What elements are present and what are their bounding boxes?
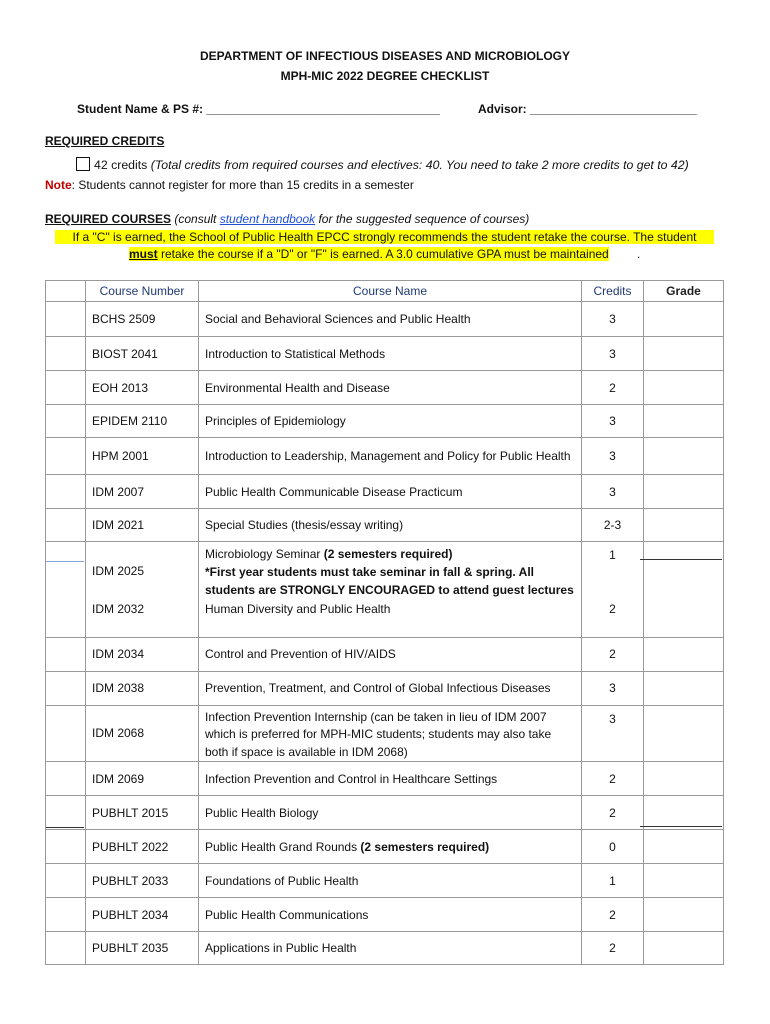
note-text: : Students cannot register for more than 15 credits in a semester — [71, 178, 414, 192]
course-number: IDM 2021 — [86, 509, 199, 542]
grand-rounds-grade-line — [640, 826, 722, 827]
course-number: IDM 2068 — [86, 705, 199, 762]
check-cell[interactable] — [46, 796, 86, 830]
course-name: Principles of Epidemiology — [199, 405, 582, 438]
check-cell[interactable] — [46, 762, 86, 796]
check-cell[interactable] — [46, 475, 86, 509]
check-cell[interactable] — [46, 932, 86, 965]
grand-rounds-requirement: (2 semesters required) — [360, 839, 490, 854]
grade-cell[interactable] — [644, 762, 724, 796]
course-number: HPM 2001 — [86, 438, 199, 475]
course-name: Infection Prevention and Control in Healthcare Settings — [199, 762, 582, 796]
course-number: IDM 2032 — [86, 599, 199, 637]
grade-policy-highlight-1: If a "C" is earned, the School of Public Health EPCC strongly recommends the student retake the course. The student — [55, 230, 714, 244]
course-name: Control and Prevention of HIV/AIDS — [199, 637, 582, 671]
course-credits: 2 — [582, 637, 644, 671]
course-number: IDM 2007 — [86, 475, 199, 509]
credits-checkbox[interactable] — [76, 157, 90, 171]
grade-cell[interactable] — [644, 542, 724, 600]
table-row — [46, 509, 724, 542]
grade-policy-highlight-2 — [129, 247, 609, 261]
grade-cell[interactable] — [644, 705, 724, 762]
course-credits: 3 — [582, 405, 644, 438]
check-cell[interactable] — [46, 599, 86, 637]
course-number-header: Course Number — [86, 281, 199, 302]
required-courses-heading: REQUIRED COURSES — [45, 212, 172, 226]
course-credits: 1 — [582, 542, 644, 600]
course-name: Foundations of Public Health — [199, 864, 582, 898]
note-line — [45, 178, 414, 192]
course-number: PUBHLT 2015 — [86, 796, 199, 830]
check-cell[interactable] — [46, 705, 86, 762]
seminar-note: *First year students must take seminar in fall & spring. All students are STRONGLY ENCOURAGED to attend guest lectures — [205, 565, 574, 597]
checklist-title: MPH-MIC 2022 DEGREE CHECKLIST — [280, 69, 490, 83]
course-credits: 3 — [582, 438, 644, 475]
course-credits: 2 — [582, 796, 644, 830]
course-name-header: Course Name — [199, 281, 582, 302]
course-credits: 0 — [582, 830, 644, 864]
grade-cell[interactable] — [644, 671, 724, 705]
grade-cell[interactable] — [644, 337, 724, 371]
course-number: EPIDEM 2110 — [86, 405, 199, 438]
grade-header: Grade — [644, 281, 724, 302]
advisor-field[interactable]: Advisor: _________________________ — [478, 102, 697, 116]
table-row — [46, 405, 724, 438]
table-row — [46, 671, 724, 705]
course-name: Introduction to Statistical Methods — [199, 337, 582, 371]
grade-cell[interactable] — [644, 898, 724, 932]
grade-policy-text: retake the course if a "D" or "F" is earned. A 3.0 cumulative GPA must be maintained — [157, 247, 609, 261]
seminar-check-line — [46, 561, 84, 562]
table-row — [46, 705, 724, 762]
check-cell[interactable] — [46, 438, 86, 475]
required-credits-heading: REQUIRED CREDITS — [45, 134, 165, 148]
course-credits: 3 — [582, 705, 644, 762]
grand-rounds-name: Public Health Grand Rounds — [205, 839, 361, 854]
course-credits: 2 — [582, 762, 644, 796]
grade-cell[interactable] — [644, 864, 724, 898]
table-row — [46, 438, 724, 475]
check-cell[interactable] — [46, 405, 86, 438]
course-name — [199, 542, 582, 600]
course-credits: 3 — [582, 337, 644, 371]
consult-pre: (consult — [171, 212, 220, 226]
grade-policy-period: . — [637, 247, 641, 261]
course-credits: 2 — [582, 599, 644, 637]
table-row — [46, 932, 724, 965]
seminar-requirement: (2 semesters required) — [323, 547, 453, 561]
consult-post: for the suggested sequence of courses) — [315, 212, 530, 226]
credits-note: (Total credits from required courses and electives: 40. You need to take 2 more credits to get to 42) — [150, 158, 689, 172]
grade-cell[interactable] — [644, 405, 724, 438]
student-name-field[interactable]: Student Name & PS #: ___________________________________ — [77, 102, 440, 116]
course-name: Special Studies (thesis/essay writing) — [199, 509, 582, 542]
credits-line — [76, 157, 689, 172]
table-row — [46, 371, 724, 405]
course-number: IDM 2069 — [86, 762, 199, 796]
course-name: Infection Prevention Internship (can be taken in lieu of IDM 2007 which is preferred for MPH-MIC students; students may also take both if space is available in IDM 2068) — [199, 705, 582, 762]
course-name: Social and Behavioral Sciences and Public Health — [199, 302, 582, 337]
course-number: BCHS 2509 — [86, 302, 199, 337]
check-cell[interactable] — [46, 898, 86, 932]
student-handbook-link[interactable]: student handbook — [219, 212, 316, 226]
course-name: Public Health Biology — [199, 796, 582, 830]
grade-cell[interactable] — [644, 302, 724, 337]
credits-header: Credits — [582, 281, 644, 302]
course-credits: 1 — [582, 864, 644, 898]
note-label: Note — [45, 178, 72, 192]
check-cell[interactable] — [46, 302, 86, 337]
course-name: Public Health Communications — [199, 898, 582, 932]
course-credits: 2 — [582, 371, 644, 405]
check-cell[interactable] — [46, 509, 86, 542]
course-name: Prevention, Treatment, and Control of Global Infectious Diseases — [199, 671, 582, 705]
table-row — [46, 864, 724, 898]
blank-header — [46, 281, 86, 302]
course-name — [199, 830, 582, 864]
table-row — [46, 796, 724, 830]
grade-cell[interactable] — [644, 796, 724, 830]
course-number: IDM 2038 — [86, 671, 199, 705]
course-name: Human Diversity and Public Health — [199, 599, 582, 637]
required-courses-line — [45, 212, 529, 226]
course-credits: 3 — [582, 302, 644, 337]
grade-cell[interactable] — [644, 637, 724, 671]
course-credits: 3 — [582, 671, 644, 705]
table-row — [46, 337, 724, 371]
check-cell[interactable] — [46, 337, 86, 371]
table-row — [46, 542, 724, 600]
course-number: PUBHLT 2035 — [86, 932, 199, 965]
check-cell[interactable] — [46, 830, 86, 864]
course-credits: 2 — [582, 898, 644, 932]
course-number: IDM 2025 — [86, 542, 199, 600]
course-number: IDM 2034 — [86, 637, 199, 671]
grade-cell[interactable] — [644, 932, 724, 965]
grade-cell[interactable] — [644, 830, 724, 864]
check-cell[interactable] — [46, 864, 86, 898]
seminar-name: Microbiology Seminar — [205, 547, 324, 561]
course-number: PUBHLT 2033 — [86, 864, 199, 898]
course-number: PUBHLT 2022 — [86, 830, 199, 864]
check-cell[interactable] — [46, 542, 86, 600]
check-cell[interactable] — [46, 671, 86, 705]
course-number: PUBHLT 2034 — [86, 898, 199, 932]
course-name: Applications in Public Health — [199, 932, 582, 965]
grade-cell[interactable] — [644, 509, 724, 542]
grade-cell[interactable] — [644, 438, 724, 475]
course-number: BIOST 2041 — [86, 337, 199, 371]
grade-cell[interactable] — [644, 371, 724, 405]
check-cell[interactable] — [46, 371, 86, 405]
department-title: DEPARTMENT OF INFECTIOUS DISEASES AND MICROBIOLOGY — [199, 49, 570, 63]
course-credits: 3 — [582, 475, 644, 509]
check-cell[interactable] — [46, 637, 86, 671]
table-row — [46, 302, 724, 337]
course-name: Environmental Health and Disease — [199, 371, 582, 405]
grand-rounds-check-line — [46, 827, 84, 828]
table-row — [46, 762, 724, 796]
table-header-row — [46, 281, 724, 302]
must-emphasis: must — [129, 247, 158, 261]
table-row — [46, 830, 724, 864]
table-row — [46, 475, 724, 509]
course-credits: 2 — [582, 932, 644, 965]
credits-text: 42 credits — [94, 158, 148, 172]
table-row — [46, 599, 724, 637]
table-row — [46, 637, 724, 671]
course-table — [45, 280, 724, 965]
table-row — [46, 898, 724, 932]
course-credits: 2-3 — [582, 509, 644, 542]
seminar-grade-line — [640, 559, 722, 560]
course-name: Public Health Communicable Disease Practicum — [199, 475, 582, 509]
course-name: Introduction to Leadership, Management and Policy for Public Health — [199, 438, 582, 475]
course-number: EOH 2013 — [86, 371, 199, 405]
grade-cell[interactable] — [644, 475, 724, 509]
grade-cell[interactable] — [644, 599, 724, 637]
